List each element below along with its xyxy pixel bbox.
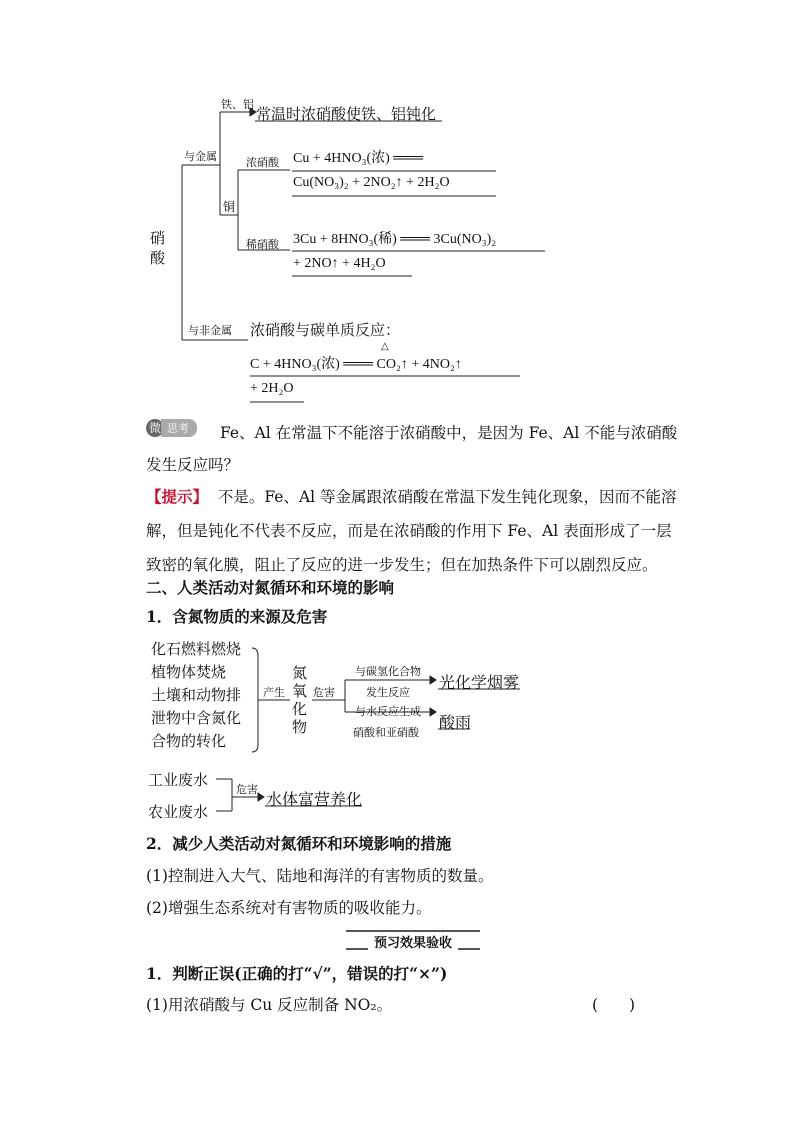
conc-label: 浓硝酸 xyxy=(246,156,279,169)
harm2-label: 危害 xyxy=(236,783,258,796)
dil-eq-line1: 3Cu + 8HNO₃(稀) ═══ 3Cu(NO₃)₂ xyxy=(293,232,497,247)
dil-label: 稀硝酸 xyxy=(246,238,279,251)
nox-label: 氮 氧 化 物 xyxy=(292,664,308,736)
acid-rain-result: 酸雨 xyxy=(439,713,472,732)
nonmetal-label: 与非金属 xyxy=(188,324,232,337)
section2-sub1: 1．含氮物质的来源及危害 xyxy=(146,607,328,626)
badge-wei: 微 xyxy=(146,419,164,437)
cu-label: 铜 xyxy=(223,200,236,214)
hc-label1: 与碳氢化合物 xyxy=(355,665,421,678)
eutrophication-result: 水体富营养化 xyxy=(266,790,363,809)
measure-1: (1)控制进入大气、陆地和海洋的有害物质的数量。 xyxy=(146,867,494,885)
nonmetal-desc: 浓硝酸与碳单质反应： xyxy=(250,321,401,339)
answer-paren[interactable]: ( ) xyxy=(592,996,636,1014)
fe-al-label: 铁、铝 xyxy=(221,98,254,111)
hint-text: 不是。Fe、Al 等金属跟浓硝酸在常温下发生钝化现象，因而不能溶解，但是钝化不代表不反应，而是在浓硝酸的作用下 Fe、Al 表面形成了一层致密的氧化膜，阻止了反应的进一步发生；但在加热条件下可以剧烈反应。 xyxy=(146,488,677,574)
measure-2: (2)增强生态系统对有害物质的吸收能力。 xyxy=(146,899,432,917)
c-eq-line1: C + 4HNO₃(浓) ═══ CO₂↑ + 4NO₂↑ xyxy=(250,357,462,372)
conc-eq-line1: Cu + 4HNO₃(浓) ═══ xyxy=(293,151,424,166)
water-label1: 与水反应生成 xyxy=(355,705,421,718)
nitrogen-sources: 化石燃料燃烧 植物体焚烧 土壤和动物排 泄物中含氮化 合物的转化 xyxy=(151,640,242,750)
badge-sikao: 思考 xyxy=(161,419,197,437)
think-question: Fe、Al 在常温下不能溶于浓硝酸中，是因为 Fe、Al 不能与浓硝酸发生反应吗？ xyxy=(146,424,678,474)
c-eq-line2: + 2H₂O xyxy=(250,381,294,396)
conc-eq-line2: Cu(NO₃)₂ + 2NO₂↑ + 2H₂O xyxy=(293,175,450,190)
heat-condition: △ xyxy=(381,341,389,352)
hint-label: 【提示】 xyxy=(146,487,209,506)
section2-sub2: 2．减少人类活动对氮循环和环境影响的措施 xyxy=(146,834,452,853)
root-label: 硝 酸 xyxy=(150,229,166,267)
harm-label: 危害 xyxy=(313,686,335,699)
water-label2: 硝酸和亚硝酸 xyxy=(353,726,419,739)
metal-label: 与金属 xyxy=(184,150,217,163)
review-banner xyxy=(346,930,480,950)
waste-agricultural: 农业废水 xyxy=(148,803,209,821)
review-banner-text: 预习效果验收 xyxy=(368,936,458,952)
fe-al-result: 常温时浓硝酸使铁、铝钝化 xyxy=(256,105,437,123)
section2-title: 二、人类活动对氮循环和环境的影响 xyxy=(146,578,395,597)
review-q1: 1．判断正误(正确的打“√”，错误的打“×”) xyxy=(146,964,448,983)
dil-eq-line2: + 2NO↑ + 4H₂O xyxy=(293,256,386,271)
smog-result: 光化学烟雾 xyxy=(439,673,520,692)
produce-label: 产生 xyxy=(263,686,285,699)
review-q1-1: (1)用浓硝酸与 Cu 反应制备 NO₂。 xyxy=(146,996,393,1014)
waste-industrial: 工业废水 xyxy=(148,771,209,789)
hc-label2: 发生反应 xyxy=(366,686,410,699)
